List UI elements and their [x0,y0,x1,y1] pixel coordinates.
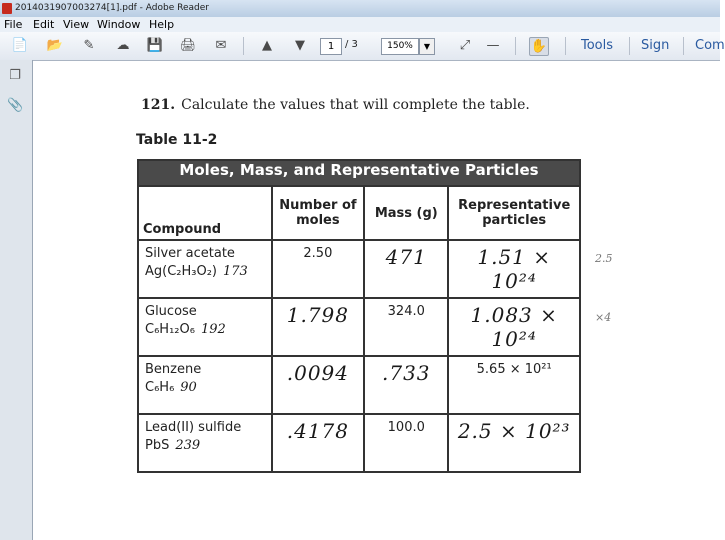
handwritten-particles: 1.51 × 10²⁴ [477,245,552,293]
compound-name: Lead(II) sulfide [145,420,242,435]
handwritten-particles: 2.5 × 10²³ [457,419,571,443]
table-row [138,240,580,298]
moles-cell [272,414,365,472]
menu-file[interactable]: File [4,18,23,31]
moles-cell [272,356,365,414]
handwritten-mass: .733 [382,361,431,385]
handwritten-mass: 471 [385,245,427,269]
handwritten-moles: .0094 [286,361,349,385]
mass-cell [364,298,448,356]
tools-button[interactable]: Tools [581,38,614,53]
open-icon[interactable]: 📂 [46,38,64,53]
particles-cell [448,356,580,414]
compound-formula: C₆H₆ 90 [145,380,197,395]
cloud-icon[interactable]: ☁ [116,38,130,53]
previous-page-icon[interactable]: ▲ [262,38,272,53]
compound-cell [138,240,272,298]
page-thumbnails-icon[interactable]: ❐ [9,68,21,83]
particles-cell [448,298,580,356]
moles-cell [272,298,365,356]
handwritten-molar-mass: 239 [175,438,201,453]
menu-edit[interactable]: Edit [33,18,55,31]
table-row [138,298,580,356]
compound-formula: PbS 239 [145,438,201,453]
question-text: Calculate the values that will complete the table. [181,97,530,113]
menu-help[interactable]: Help [149,18,175,31]
window-title: 2014031907003274[1].pdf - Adobe Reader [15,3,209,13]
handwritten-molar-mass: 192 [200,322,226,337]
adobe-reader-icon [2,3,12,14]
toolbar-divider [243,37,244,55]
handwritten-moles: .4178 [286,419,349,443]
header-particles: Representative particles [448,186,580,240]
more-options-icon[interactable]: — [486,38,500,53]
zoom-input[interactable]: 150% [381,38,419,55]
menu-view[interactable]: View [63,18,90,31]
print-icon[interactable]: 🖨 [179,38,197,53]
edit-icon[interactable]: ✎ [83,38,95,53]
document-view [33,61,720,540]
fit-page-icon[interactable]: ⤢ [459,38,471,53]
question-number: 121. [141,97,176,113]
question [141,97,530,113]
particles-cell [448,240,580,298]
particles-cell [448,414,580,472]
compound-formula: Ag(C₂H₃O₂) 173 [145,264,248,279]
particles-value: 5.65 × 10²¹ [476,362,552,377]
header-moles: Number of moles [272,186,365,240]
page-number-input[interactable]: 1 [320,38,342,55]
compound-cell [138,298,272,356]
toolbar-divider [629,37,630,55]
table-row [138,414,580,472]
moles-cell [272,240,365,298]
mass-cell [364,414,448,472]
toolbar [0,32,725,61]
handwritten-molar-mass: 90 [180,380,197,395]
table-row [138,356,580,414]
compound-formula: C₆H₁₂O₆ 192 [145,322,226,337]
mass-value: 324.0 [387,304,425,319]
next-page-icon[interactable]: ▼ [295,38,305,53]
handwritten-moles: 1.798 [286,303,349,327]
email-icon[interactable]: ✉ [215,38,227,53]
moles-mass-table [137,159,581,473]
header-mass: Mass (g) [364,186,448,240]
mass-cell [364,240,448,298]
toolbar-divider [565,37,566,55]
compound-name: Glucose [145,304,197,319]
compound-cell [138,356,272,414]
mass-value: 100.0 [387,420,425,435]
moles-value: 2.50 [303,246,333,261]
header-compound: Compound [138,186,272,240]
toolbar-divider [683,37,684,55]
title-bar [0,0,720,17]
compound-name: Silver acetate [145,246,235,261]
navigation-pane [0,60,33,540]
compound-cell [138,414,272,472]
handwritten-particles: 1.083 × 10²⁴ [470,303,558,351]
mass-cell [364,356,448,414]
compound-name: Benzene [145,362,202,377]
table-title: Moles, Mass, and Representative Particles [138,160,580,186]
handwritten-molar-mass: 173 [223,264,248,279]
chevron-down-icon[interactable]: ▼ [419,38,435,55]
toolbar-divider [515,37,516,55]
table-label: Table 11-2 [136,132,218,148]
save-icon[interactable]: 💾 [146,38,164,53]
margin-note: 2.5 [595,252,613,265]
menu-window[interactable]: Window [97,18,141,31]
create-pdf-icon[interactable]: 📄 [11,38,29,53]
page-total: / 3 [345,39,358,50]
comment-button[interactable]: Com [695,38,725,53]
margin-note: ×4 [595,311,612,324]
hand-tool-icon[interactable]: ✋ [530,39,548,54]
menu-bar [0,17,720,32]
sign-button[interactable]: Sign [641,38,670,53]
attachments-icon[interactable]: 📎 [7,98,24,113]
